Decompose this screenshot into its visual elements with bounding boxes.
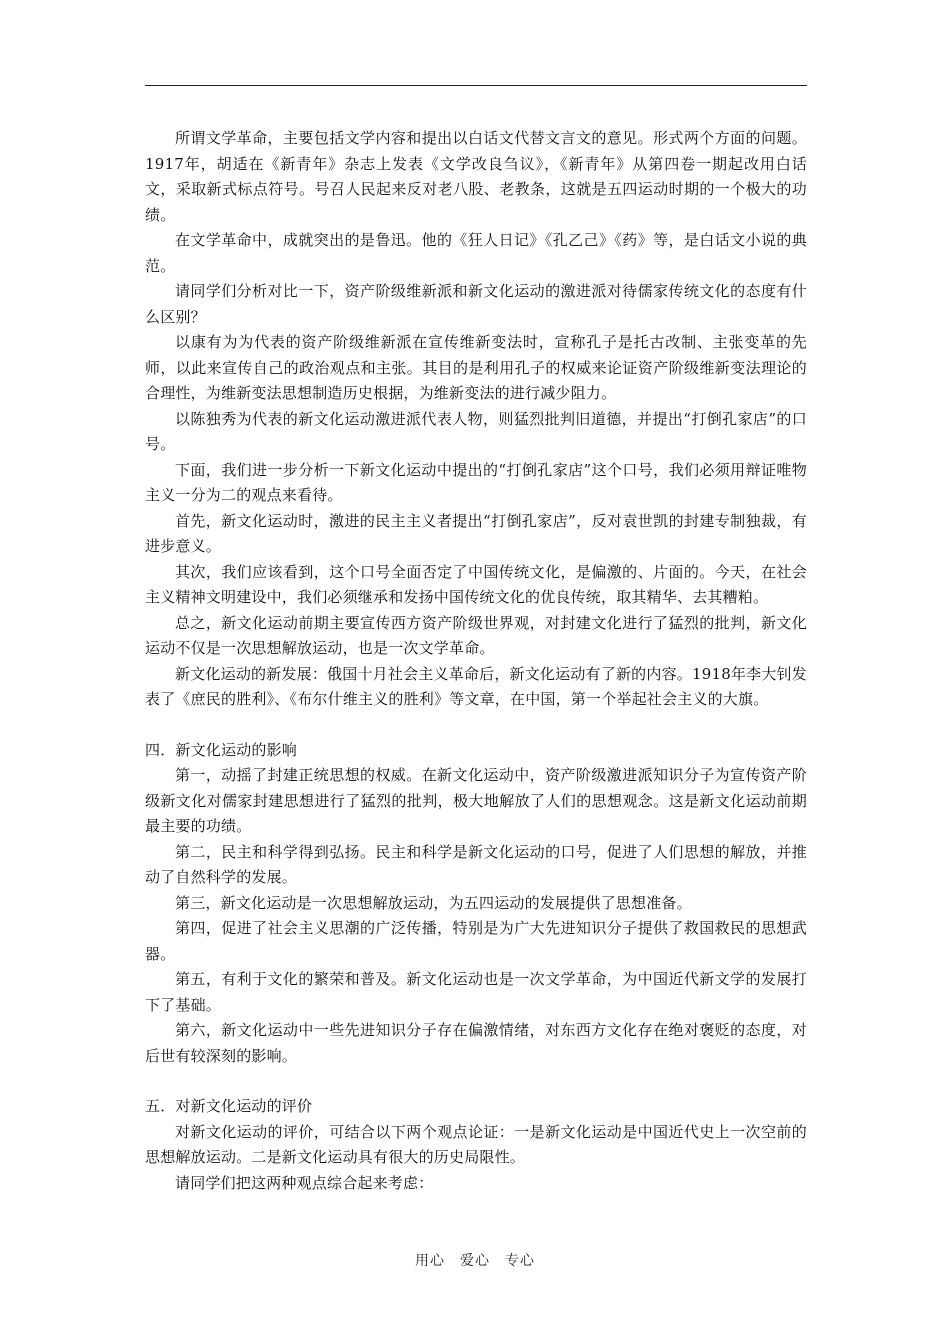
paragraph: 请同学们把这两种观点综合起来考虑： xyxy=(175,1173,434,1192)
section-heading-evaluation: 五．对新文化运动的评价 xyxy=(145,1097,313,1115)
paragraph: 请同学们分析对比一下，资产阶级维新派和新文化运动的激进派对待儒家传统文化的态度有什么区别？ xyxy=(145,282,807,326)
document-body xyxy=(145,126,807,1196)
section-gap xyxy=(145,1069,807,1094)
paragraph: 第三，新文化运动是一次思想解放运动，为五四运动的发展提供了思想准备。 xyxy=(175,893,692,912)
paragraph: 第四，促进了社会主义思潮的广泛传播，特别是为广大先进知识分子提供了救国救民的思想武器。 xyxy=(145,919,807,963)
header-rule xyxy=(145,85,807,86)
paragraph: 第六，新文化运动中一些先进知识分子存在偏激情绪，对东西方文化存在绝对褒贬的态度，对后世有较深刻的影响。 xyxy=(145,1021,807,1065)
paragraph: 其次，我们应该看到，这个口号全面否定了中国传统文化，是偏激的、片面的。今天，在社会主义精神文明建设中，我们必须继承和发扬中国传统文化的优良传统，取其精华、去其糟粕。 xyxy=(145,562,807,606)
paragraph: 所谓文学革命，主要包括文学内容和提出以白话文代替文言文的意见。形式两个方面的问题。1917年，胡适在《新青年》杂志上发表《文学改良刍议》，《新青年》从第四卷一期起改用白话文，采取新式标点符号。号召人民起来反对老八股、老教条，这就是五四运动时期的一个极大的功绩。 xyxy=(145,129,807,224)
paragraph: 在文学革命中，成就突出的是鲁迅。他的《狂人日记》《孔乙己》《药》等，是白话文小说的典范。 xyxy=(145,231,807,275)
paragraph: 第二，民主和科学得到弘扬。民主和科学是新文化运动的口号，促进了人们思想的解放，并推动了自然科学的发展。 xyxy=(145,842,807,886)
paragraph: 下面，我们进一步分析一下新文化运动中提出的“打倒孔家店”这个口号，我们必须用辩证唯物主义一分为二的观点来看待。 xyxy=(145,460,807,504)
page-footer: 用心 爱心 专心 xyxy=(415,1253,535,1269)
paragraph: 第一，动摇了封建正统思想的权威。在新文化运动中，资产阶级激进派知识分子为宣传资产阶级新文化对儒家封建思想进行了猛烈的批判，极大地解放了人们的思想观念。这是新文化运动前期最主要的功绩。 xyxy=(145,766,807,835)
paragraph: 以陈独秀为代表的新文化运动激进派代表人物，则猛烈批判旧道德，并提出“打倒孔家店”的口号。 xyxy=(145,409,807,453)
paragraph: 第五，有利于文化的繁荣和普及。新文化运动也是一次文学革命，为中国近代新文学的发展打下了基础。 xyxy=(145,970,807,1014)
section-gap xyxy=(145,713,807,738)
paragraph: 总之，新文化运动前期主要宣传西方资产阶级世界观，对封建文化进行了猛烈的批判，新文化运动不仅是一次思想解放运动，也是一次文学革命。 xyxy=(145,613,807,657)
paragraph: 新文化运动的新发展：俄国十月社会主义革命后，新文化运动有了新的内容。1918年李大钊发表了《庶民的胜利》、《布尔什维主义的胜利》等文章，在中国，第一个举起社会主义的大旗。 xyxy=(145,664,807,708)
paragraph: 首先，新文化运动时，激进的民主主义者提出“打倒孔家店”，反对袁世凯的封建专制独裁，有进步意义。 xyxy=(145,511,807,555)
section-heading-influence: 四．新文化运动的影响 xyxy=(145,740,298,759)
paragraph: 以康有为为代表的资产阶级维新派在宣传维新变法时，宣称孔子是托古改制、主张变革的先师，以此来宣传自己的政治观点和主张。其目的是利用孔子的权威来论证资产阶级维新变法理论的合理性，为维新变法思想制造历史根据，为维新变法的进行减少阻力。 xyxy=(145,333,807,402)
paragraph: 对新文化运动的评价，可结合以下两个观点论证：一是新文化运动是中国近代史上一次空前的思想解放运动。二是新文化运动具有很大的历史局限性。 xyxy=(145,1122,807,1166)
